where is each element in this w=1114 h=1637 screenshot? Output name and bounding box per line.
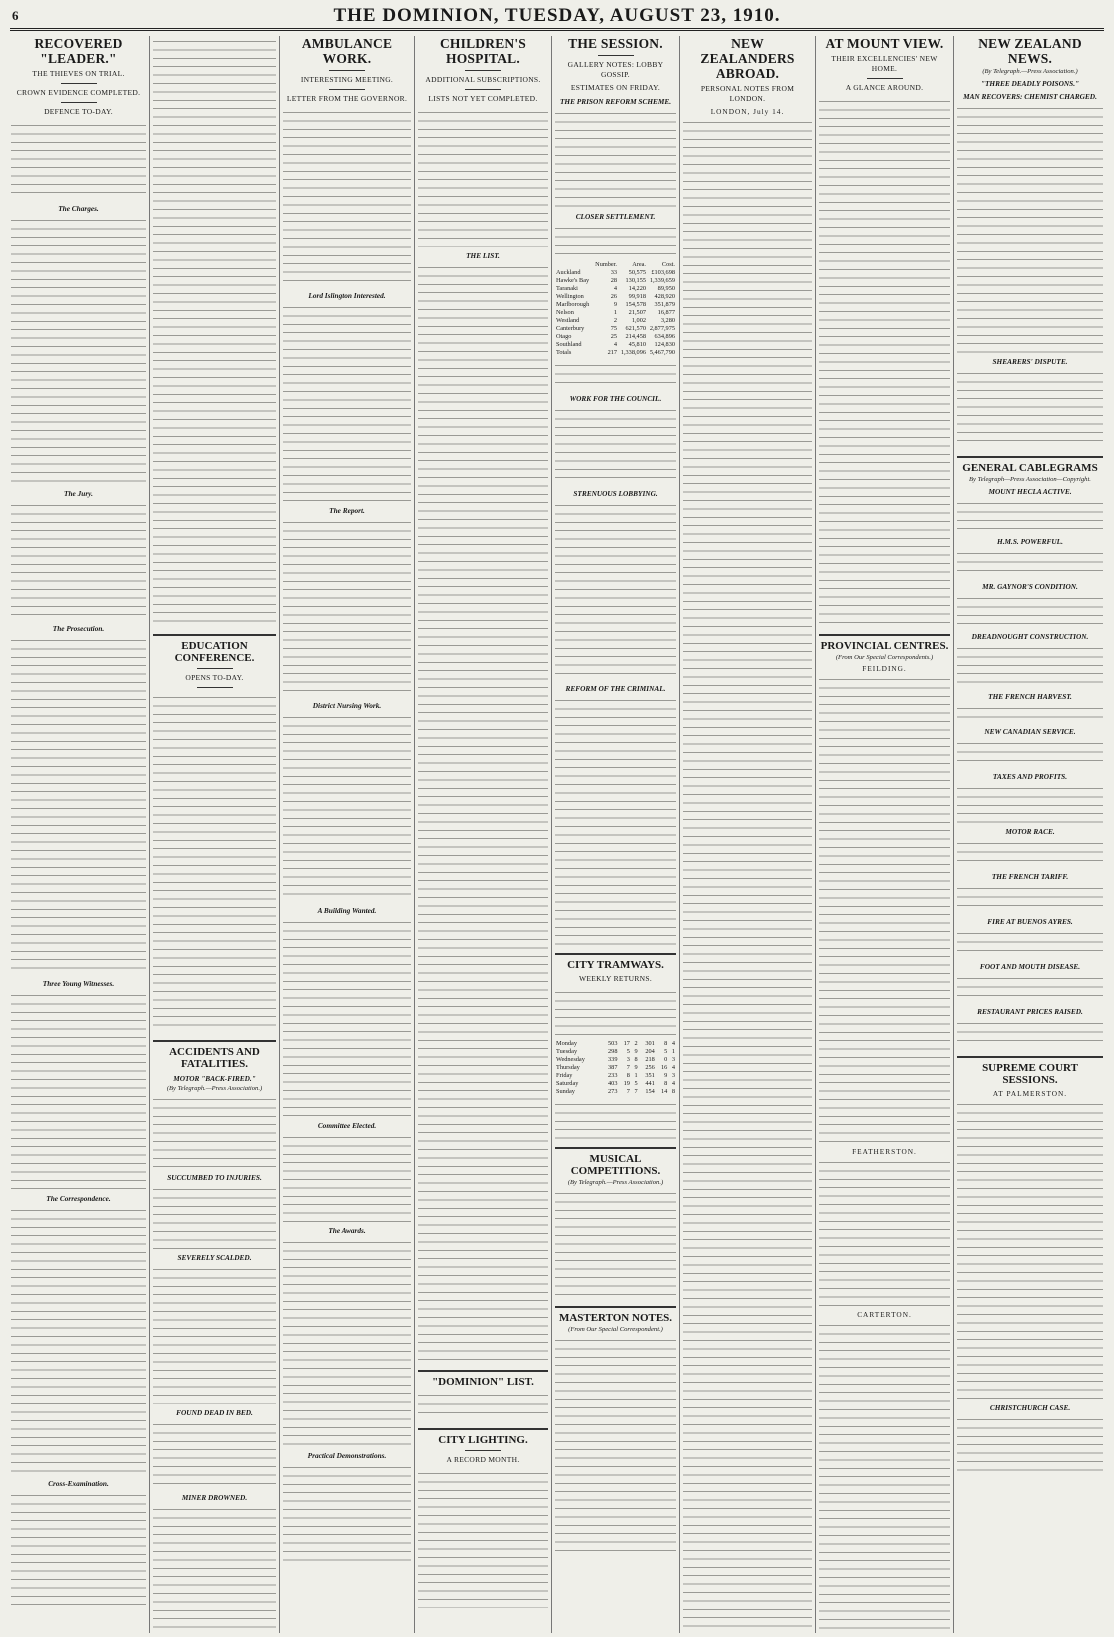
subheading: Lord Islington Interested. bbox=[308, 291, 386, 300]
dateline: LONDON, July 14. bbox=[710, 107, 785, 116]
article-deck: LETTER FROM THE GOVERNOR. bbox=[286, 94, 408, 103]
article-heading: AMBULANCE WORK. bbox=[301, 36, 393, 66]
table-header: Cost. bbox=[661, 261, 675, 268]
subheading: NEW CANADIAN SERVICE. bbox=[984, 727, 1076, 736]
article-heading: CITY TRAMWAYS. bbox=[555, 953, 676, 971]
article-heading: RECOVERED "LEADER." bbox=[34, 36, 123, 66]
table-row bbox=[555, 325, 676, 333]
wire-credit: By Telegraph—Press Association—Copyright. bbox=[969, 476, 1091, 483]
subheading: FIRE AT BUENOS AYRES. bbox=[987, 917, 1073, 926]
body-text-block bbox=[957, 973, 1103, 1003]
table-cell: 4 bbox=[671, 1064, 675, 1071]
article-heading: MUSICAL COMPETITIONS. bbox=[555, 1147, 676, 1177]
table-cell: 5 bbox=[634, 1080, 638, 1087]
table-cell: 16,877 bbox=[657, 309, 675, 316]
table-cell: 273 bbox=[608, 1088, 618, 1095]
body-text-block bbox=[683, 117, 812, 1633]
divider bbox=[465, 89, 501, 90]
newspaper-columns bbox=[8, 36, 1106, 1633]
table-cell: 4 bbox=[613, 341, 618, 348]
table-cell: 8 bbox=[671, 1088, 675, 1095]
table-cell: 9 bbox=[664, 1072, 668, 1079]
article-heading: GENERAL CABLEGRAMS bbox=[957, 456, 1103, 474]
table-cell: 1 bbox=[671, 1048, 675, 1055]
body-text-block bbox=[11, 500, 146, 620]
table-cell: 503 bbox=[608, 1040, 618, 1047]
table-cell: £103,698 bbox=[651, 269, 675, 276]
article-heading: CITY LIGHTING. bbox=[418, 1428, 548, 1446]
article-deck: A RECORD MONTH. bbox=[446, 1455, 520, 1464]
subheading: The Charges. bbox=[58, 204, 99, 213]
table-cell: 130,155 bbox=[625, 277, 646, 284]
body-text-block bbox=[11, 1205, 146, 1475]
body-text-block bbox=[957, 783, 1103, 823]
table-row bbox=[555, 277, 676, 285]
table-cell: 301 bbox=[645, 1040, 655, 1047]
body-text-block bbox=[418, 262, 548, 1362]
subheading: THE LIST. bbox=[466, 251, 500, 260]
subheading: MAN RECOVERS: CHEMIST CHARGED. bbox=[963, 92, 1097, 101]
article-deck: A GLANCE AROUND. bbox=[845, 83, 924, 92]
wire-credit: (By Telegraph.—Press Association.) bbox=[166, 1085, 263, 1092]
article-heading: NEW ZEALAND NEWS. bbox=[978, 36, 1082, 66]
table-cell: 0 bbox=[664, 1056, 668, 1063]
table-cell: 3 bbox=[671, 1056, 675, 1063]
table-row bbox=[555, 269, 676, 277]
table-cell: Hawke's Bay bbox=[556, 277, 590, 284]
table-cell: 339 bbox=[608, 1056, 618, 1063]
article-heading: CHILDREN'S HOSPITAL. bbox=[439, 36, 527, 66]
article-deck: GALLERY NOTES: LOBBY GOSSIP. bbox=[567, 60, 664, 79]
body-text-block bbox=[819, 1157, 950, 1307]
table-cell: Westland bbox=[556, 317, 580, 324]
wire-credit: (By Telegraph.—Press Association.) bbox=[982, 68, 1078, 75]
divider bbox=[867, 78, 903, 79]
body-text-block bbox=[957, 1099, 1103, 1399]
body-text-block bbox=[819, 96, 950, 626]
table-header: Area. bbox=[632, 261, 646, 268]
article-heading: ACCIDENTS AND FATALITIES. bbox=[153, 1040, 276, 1070]
article-deck: CROWN EVIDENCE COMPLETED. bbox=[16, 88, 141, 97]
subheading: H.M.S. POWERFUL. bbox=[997, 537, 1063, 546]
article-deck: WEEKLY RETURNS. bbox=[578, 974, 653, 983]
table-cell: 4 bbox=[671, 1040, 675, 1047]
table-row bbox=[555, 1088, 676, 1096]
wire-credit: (By Telegraph.—Press Association.) bbox=[567, 1179, 664, 1186]
table-cell: 8 bbox=[664, 1040, 668, 1047]
body-text-block bbox=[819, 674, 950, 1144]
body-text-block bbox=[283, 1132, 411, 1222]
divider bbox=[197, 668, 233, 669]
table-cell: 1,002 bbox=[631, 317, 646, 324]
subheading: The Awards. bbox=[328, 1226, 366, 1235]
article-heading: THE SESSION. bbox=[568, 36, 663, 51]
table-cell: 9 bbox=[613, 301, 618, 308]
article-heading: AT MOUNT VIEW. bbox=[825, 36, 944, 51]
body-text-block bbox=[555, 360, 676, 390]
subheading: SUCCUMBED TO INJURIES. bbox=[167, 1173, 262, 1182]
table-row bbox=[555, 1056, 676, 1064]
subheading: Three Young Witnesses. bbox=[42, 979, 115, 988]
body-text-block bbox=[153, 1184, 276, 1249]
wire-credit: (From Our Special Correspondent.) bbox=[568, 1326, 663, 1333]
page-number: 6 bbox=[12, 8, 19, 23]
table-row bbox=[555, 349, 676, 357]
table-cell: 233 bbox=[608, 1072, 618, 1079]
table-cell: 99,918 bbox=[628, 293, 646, 300]
table-cell: 17 bbox=[623, 1040, 630, 1047]
subheading: RESTAURANT PRICES RAISED. bbox=[977, 1007, 1083, 1016]
column-mount-view-provincial bbox=[816, 36, 954, 1633]
subheading: Cross-Examination. bbox=[48, 1479, 109, 1488]
article-deck: DEFENCE TO-DAY. bbox=[44, 107, 113, 116]
body-text-block bbox=[957, 1414, 1103, 1474]
table-cell: 634,896 bbox=[654, 333, 675, 340]
body-text-block bbox=[11, 635, 146, 975]
subheading: The Jury. bbox=[64, 489, 93, 498]
table-cell: Sunday bbox=[556, 1088, 575, 1095]
body-text-block bbox=[283, 1462, 411, 1562]
body-text-block bbox=[555, 500, 676, 680]
divider bbox=[465, 70, 501, 71]
body-text-block bbox=[555, 987, 676, 1037]
table-cell: Canterbury bbox=[556, 325, 585, 332]
body-text-block bbox=[957, 1018, 1103, 1048]
table-cell: 3,280 bbox=[660, 317, 675, 324]
column-new-zealanders-abroad bbox=[680, 36, 816, 1633]
table-cell: 298 bbox=[608, 1048, 618, 1055]
dateline: CARTERTON. bbox=[857, 1310, 912, 1319]
subheading: MR. GAYNOR'S CONDITION. bbox=[982, 582, 1078, 591]
article-heading: NEW ZEALANDERS ABROAD. bbox=[700, 36, 795, 81]
table-row bbox=[555, 301, 676, 309]
article-deck: ADDITIONAL SUBSCRIPTIONS. bbox=[425, 75, 541, 84]
table-cell: 50,575 bbox=[628, 269, 646, 276]
table-cell: 441 bbox=[645, 1080, 655, 1087]
table-cell: 7 bbox=[626, 1088, 630, 1095]
table-cell: 33 bbox=[610, 269, 618, 276]
tramway-returns-table bbox=[555, 1040, 676, 1096]
body-text-block bbox=[555, 108, 676, 208]
table-cell: 217 bbox=[607, 349, 618, 356]
table-cell: 16 bbox=[660, 1064, 668, 1071]
table-cell: 154 bbox=[645, 1088, 655, 1095]
table-cell: 1 bbox=[634, 1072, 638, 1079]
article-heading: "DOMINION" LIST. bbox=[418, 1370, 548, 1388]
table-cell: Wellington bbox=[556, 293, 584, 300]
body-text-block bbox=[153, 1264, 276, 1404]
table-cell: 9 bbox=[634, 1048, 638, 1055]
column-nz-news-cablegrams bbox=[954, 36, 1106, 1633]
table-cell: 1 bbox=[613, 309, 618, 316]
table-cell: 28 bbox=[610, 277, 618, 284]
body-text-block bbox=[418, 1390, 548, 1420]
subheading: CHRISTCHURCH CASE. bbox=[989, 1403, 1071, 1412]
masthead bbox=[10, 4, 1104, 31]
body-text-block bbox=[153, 1504, 276, 1633]
table-cell: 621,570 bbox=[625, 325, 646, 332]
table-cell: 204 bbox=[645, 1048, 655, 1055]
divider bbox=[329, 70, 365, 71]
table-cell: 8 bbox=[634, 1056, 638, 1063]
table-cell: 2 bbox=[613, 317, 618, 324]
table-row bbox=[555, 317, 676, 325]
table-header: Number. bbox=[595, 261, 618, 268]
column-education-accidents bbox=[150, 36, 280, 1633]
table-cell: 8 bbox=[626, 1072, 630, 1079]
subheading: THE FRENCH TARIFF. bbox=[991, 872, 1069, 881]
table-cell: 14,220 bbox=[628, 285, 646, 292]
subheading: "THREE DEADLY POISONS." bbox=[980, 79, 1080, 88]
table-cell: Otago bbox=[556, 333, 572, 340]
table-cell: Southland bbox=[556, 341, 582, 348]
divider bbox=[465, 1450, 501, 1451]
subheading: THE FRENCH HARVEST. bbox=[988, 692, 1072, 701]
dateline: AT PALMERSTON. bbox=[992, 1089, 1068, 1098]
table-cell: Taranaki bbox=[556, 285, 578, 292]
body-text-block bbox=[555, 223, 676, 258]
table-row bbox=[555, 333, 676, 341]
table-cell: Totals bbox=[556, 349, 572, 356]
table-cell: 26 bbox=[610, 293, 618, 300]
subheading: SEVERELY SCALDED. bbox=[177, 1253, 252, 1262]
article-deck: INTERESTING MEETING. bbox=[300, 75, 394, 84]
table-cell: 218 bbox=[645, 1056, 655, 1063]
column-childrens-hospital bbox=[415, 36, 552, 1633]
body-text-block bbox=[957, 703, 1103, 723]
body-text-block bbox=[283, 107, 411, 287]
subheading: WORK FOR THE COUNCIL. bbox=[569, 394, 662, 403]
table-cell: 2,877,975 bbox=[649, 325, 675, 332]
table-cell: 21,507 bbox=[628, 309, 646, 316]
divider bbox=[329, 89, 365, 90]
table-cell: 7 bbox=[626, 1064, 630, 1071]
table-cell: 45,810 bbox=[628, 341, 646, 348]
table-row bbox=[555, 1072, 676, 1080]
table-cell: 5,467,790 bbox=[649, 349, 675, 356]
table-cell: 2 bbox=[634, 1040, 638, 1047]
body-text-block bbox=[555, 1188, 676, 1298]
dateline: FEILDING. bbox=[862, 664, 907, 673]
body-text-block bbox=[819, 1320, 950, 1633]
table-cell: 25 bbox=[610, 333, 618, 340]
newspaper-title: THE DOMINION, TUESDAY, AUGUST 23, 1910. bbox=[333, 5, 781, 26]
table-cell: 4 bbox=[613, 285, 618, 292]
table-cell: 5 bbox=[626, 1048, 630, 1055]
body-text-block bbox=[957, 928, 1103, 958]
table-cell: 5 bbox=[664, 1048, 668, 1055]
subheading: STRENUOUS LOBBYING. bbox=[573, 489, 658, 498]
body-text-block bbox=[957, 883, 1103, 913]
table-cell: 387 bbox=[608, 1064, 618, 1071]
subheading: FOOT AND MOUTH DISEASE. bbox=[979, 962, 1081, 971]
subheading: MOTOR RACE. bbox=[1005, 827, 1055, 836]
body-text-block bbox=[11, 990, 146, 1190]
table-cell: Friday bbox=[556, 1072, 573, 1079]
body-text-block bbox=[957, 838, 1103, 868]
subheading: District Nursing Work. bbox=[312, 701, 382, 710]
table-cell: 3 bbox=[671, 1072, 675, 1079]
table-cell: 19 bbox=[623, 1080, 630, 1087]
table-cell: 3 bbox=[626, 1056, 630, 1063]
article-heading: EDUCATION CONFERENCE. bbox=[153, 634, 276, 664]
subheading: The Correspondence. bbox=[46, 1194, 111, 1203]
table-row bbox=[555, 1048, 676, 1056]
table-cell: 403 bbox=[608, 1080, 618, 1087]
subheading: MINER DROWNED. bbox=[181, 1493, 248, 1502]
article-heading: MASTERTON NOTES. bbox=[555, 1306, 676, 1324]
table-cell: Nelson bbox=[556, 309, 574, 316]
subheading: Practical Demonstrations. bbox=[307, 1451, 387, 1460]
table-cell: Auckland bbox=[556, 269, 581, 276]
table-cell: Monday bbox=[556, 1040, 577, 1047]
subheading: MOUNT HECLA ACTIVE. bbox=[988, 487, 1072, 496]
table-row bbox=[555, 1040, 676, 1048]
body-text-block bbox=[418, 107, 548, 247]
subheading: DREADNOUGHT CONSTRUCTION. bbox=[971, 632, 1089, 641]
body-text-block bbox=[555, 1099, 676, 1139]
body-text-block bbox=[11, 120, 146, 200]
subheading: CLOSER SETTLEMENT. bbox=[575, 212, 656, 221]
body-text-block bbox=[555, 405, 676, 485]
body-text-block bbox=[283, 302, 411, 502]
dateline: FEATHERSTON. bbox=[852, 1147, 917, 1156]
divider bbox=[61, 102, 97, 103]
body-text-block bbox=[957, 643, 1103, 688]
body-text-block bbox=[957, 103, 1103, 353]
table-row bbox=[555, 1064, 676, 1072]
subheading: THE PRISON REFORM SCHEME. bbox=[559, 97, 672, 106]
body-text-block bbox=[153, 36, 276, 626]
table-cell: Tuesday bbox=[556, 1048, 578, 1055]
table-cell: 1,339,659 bbox=[649, 277, 675, 284]
body-text-block bbox=[957, 548, 1103, 578]
column-the-session bbox=[552, 36, 680, 1633]
divider bbox=[61, 83, 97, 84]
table-cell: Thursday bbox=[556, 1064, 580, 1071]
table-cell: 1,338,096 bbox=[620, 349, 646, 356]
divider bbox=[197, 687, 233, 688]
article-deck: ESTIMATES ON FRIDAY. bbox=[570, 83, 661, 92]
table-cell: 9 bbox=[634, 1064, 638, 1071]
table-cell: Saturday bbox=[556, 1080, 579, 1087]
article-heading: SUPREME COURT SESSIONS. bbox=[957, 1056, 1103, 1086]
table-cell: 351 bbox=[645, 1072, 655, 1079]
column-ambulance-work bbox=[280, 36, 415, 1633]
body-text-block bbox=[555, 1335, 676, 1555]
body-text-block bbox=[555, 695, 676, 945]
table-cell: 256 bbox=[645, 1064, 655, 1071]
subheading: SHEARERS' DISPUTE. bbox=[992, 357, 1068, 366]
table-cell: 214,458 bbox=[625, 333, 646, 340]
article-deck: LISTS NOT YET COMPLETED. bbox=[428, 94, 538, 103]
table-cell: 351,879 bbox=[654, 301, 675, 308]
body-text-block bbox=[11, 215, 146, 485]
body-text-block bbox=[283, 517, 411, 697]
subheading: MOTOR "BACK-FIRED." bbox=[173, 1074, 256, 1083]
table-row bbox=[555, 1080, 676, 1088]
subheading: A Building Wanted. bbox=[317, 906, 377, 915]
table-row bbox=[555, 293, 676, 301]
body-text-block bbox=[957, 738, 1103, 768]
table-cell: 8 bbox=[664, 1080, 668, 1087]
closer-settlement-table bbox=[555, 261, 676, 357]
article-deck: OPENS TO-DAY. bbox=[185, 673, 244, 682]
table-cell: 89,950 bbox=[657, 285, 675, 292]
table-row bbox=[555, 309, 676, 317]
body-text-block bbox=[11, 1490, 146, 1610]
column-recovered-leader bbox=[8, 36, 150, 1633]
table-cell: Marlborough bbox=[556, 301, 590, 308]
subheading: FOUND DEAD IN BED. bbox=[176, 1408, 253, 1417]
table-row bbox=[555, 285, 676, 293]
body-text-block bbox=[957, 368, 1103, 448]
divider bbox=[598, 55, 634, 56]
body-text-block bbox=[283, 917, 411, 1117]
subheading: REFORM OF THE CRIMINAL. bbox=[565, 684, 666, 693]
article-deck: PERSONAL NOTES FROM LONDON. bbox=[700, 84, 795, 103]
body-text-block bbox=[153, 1419, 276, 1489]
body-text-block bbox=[283, 1237, 411, 1447]
subheading: TAXES AND PROFITS. bbox=[992, 772, 1068, 781]
wire-credit: (From Our Special Correspondents.) bbox=[835, 654, 934, 661]
article-heading: PROVINCIAL CENTRES. bbox=[819, 634, 950, 652]
body-text-block bbox=[153, 692, 276, 1032]
subheading: Committee Elected. bbox=[317, 1121, 377, 1130]
table-cell: 124,830 bbox=[654, 341, 675, 348]
subheading: The Prosecution. bbox=[52, 624, 105, 633]
table-row bbox=[555, 341, 676, 349]
table-cell: 428,920 bbox=[654, 293, 675, 300]
table-cell: 4 bbox=[671, 1080, 675, 1087]
article-deck: THE THIEVES ON TRIAL. bbox=[32, 69, 125, 78]
body-text-block bbox=[153, 1094, 276, 1169]
table-cell: 154,578 bbox=[625, 301, 646, 308]
table-cell: 7 bbox=[634, 1088, 638, 1095]
table-cell: 14 bbox=[660, 1088, 668, 1095]
body-text-block bbox=[283, 712, 411, 902]
table-cell: 75 bbox=[610, 325, 618, 332]
table-cell: Wednesday bbox=[556, 1056, 585, 1063]
body-text-block bbox=[418, 1468, 548, 1608]
body-text-block bbox=[957, 498, 1103, 533]
body-text-block bbox=[957, 593, 1103, 628]
article-deck: THEIR EXCELLENCIES' NEW HOME. bbox=[831, 54, 938, 73]
subheading: The Report. bbox=[329, 506, 365, 515]
